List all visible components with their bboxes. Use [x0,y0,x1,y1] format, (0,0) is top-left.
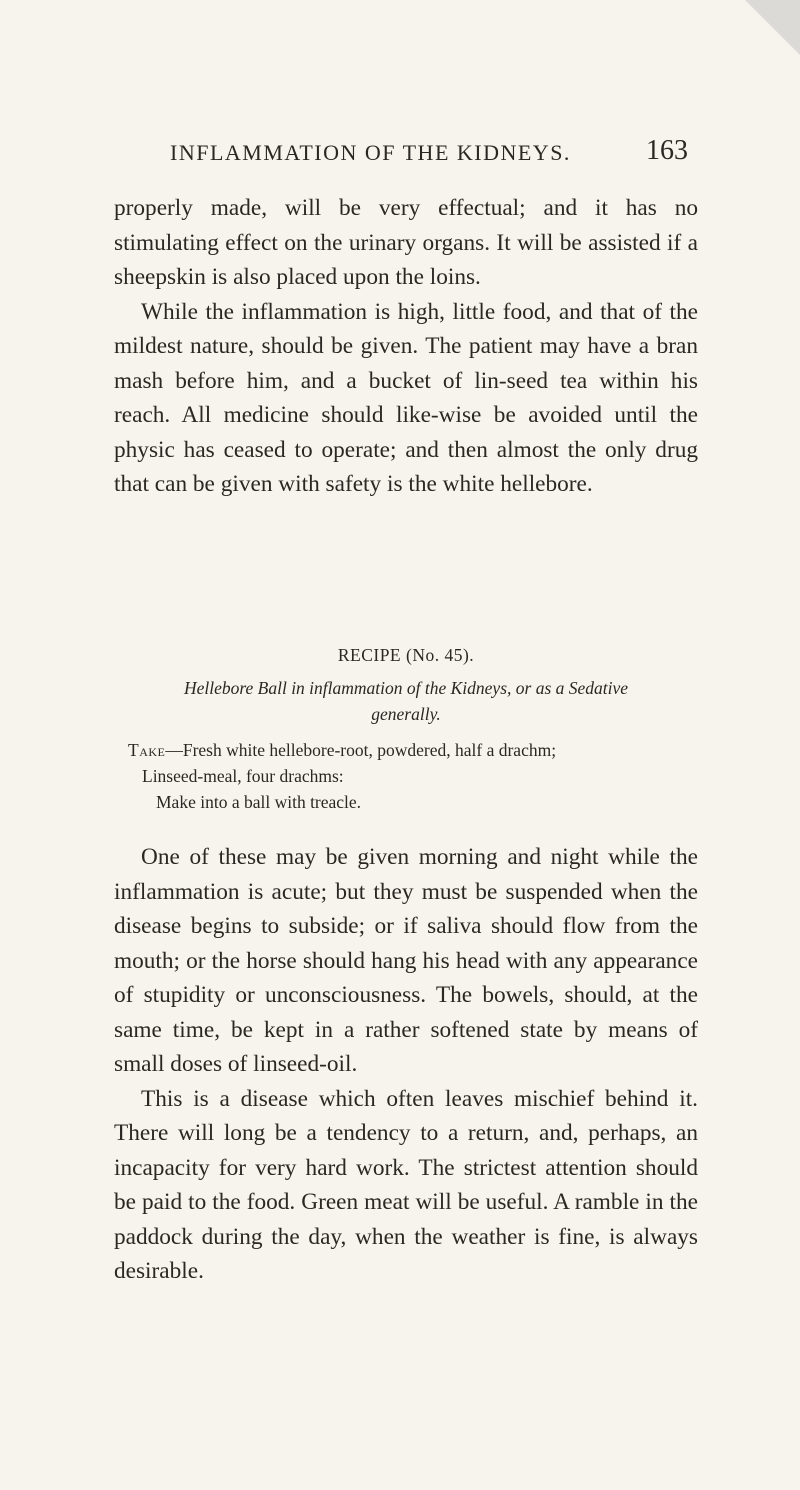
recipe-ingredient-1: —Fresh white hellebore-root, powdered, half a drachm; [165,740,557,760]
running-head [0,136,800,170]
paragraph-diet: While the inflammation is high, little food, and that of the mildest nature, should be given. The patient may have a bran mash before him, and a bucket of lin-seed tea within his reach. All medicine should like-wise be avoided until the physic has ceased to operate; and then almost the only drug that can be given with safety is the white hellebore. [114,298,698,497]
folded-page-corner [745,0,800,55]
recipe-title: Hellebore Ball in inflammation of the Kidneys, or as a Sedative generally. [183,678,629,724]
body-text-top [114,191,698,502]
recipe-instruction: Make into a ball with treacle. [156,792,362,812]
recipe-heading: RECIPE (No. 45). [337,645,475,665]
recipe-ingredient-line [114,737,698,763]
paragraph-dosage: One of these may be given morning and night while the inflammation is acute; but they must be suspended when the disease begins to subside; or if saliva should flow from the mouth; or the horse should hang his head with any appearance of stupidity or unconsciousness. The bowels, should, at the same time, be kept in a rather softened state by means of small doses of linseed-oil. [114,844,698,1077]
paragraph-aftercare: This is a disease which often leaves mischief behind it. There will long be a tendency to a return, and, perhaps, an incapacity for very hard work. The strictest attention should be paid to the food. Green meat will be useful. A ramble in the paddock during the day, when the weather is fine, is always desirable. [114,1085,698,1284]
body-text-bottom [114,840,698,1289]
page-number: 163 [646,135,688,166]
recipe-ingredient-2: Linseed-meal, four drachms: [142,766,344,786]
paragraph-continued: properly made, will be very effectual; and it has no stimulating effect on the urinary organs. It will be assisted if a sheepskin is also placed upon the loins. [114,195,698,290]
running-title: INFLAMMATION OF THE KIDNEYS. [170,140,571,165]
recipe-take-word: Take [128,740,166,760]
recipe-block [114,643,698,815]
